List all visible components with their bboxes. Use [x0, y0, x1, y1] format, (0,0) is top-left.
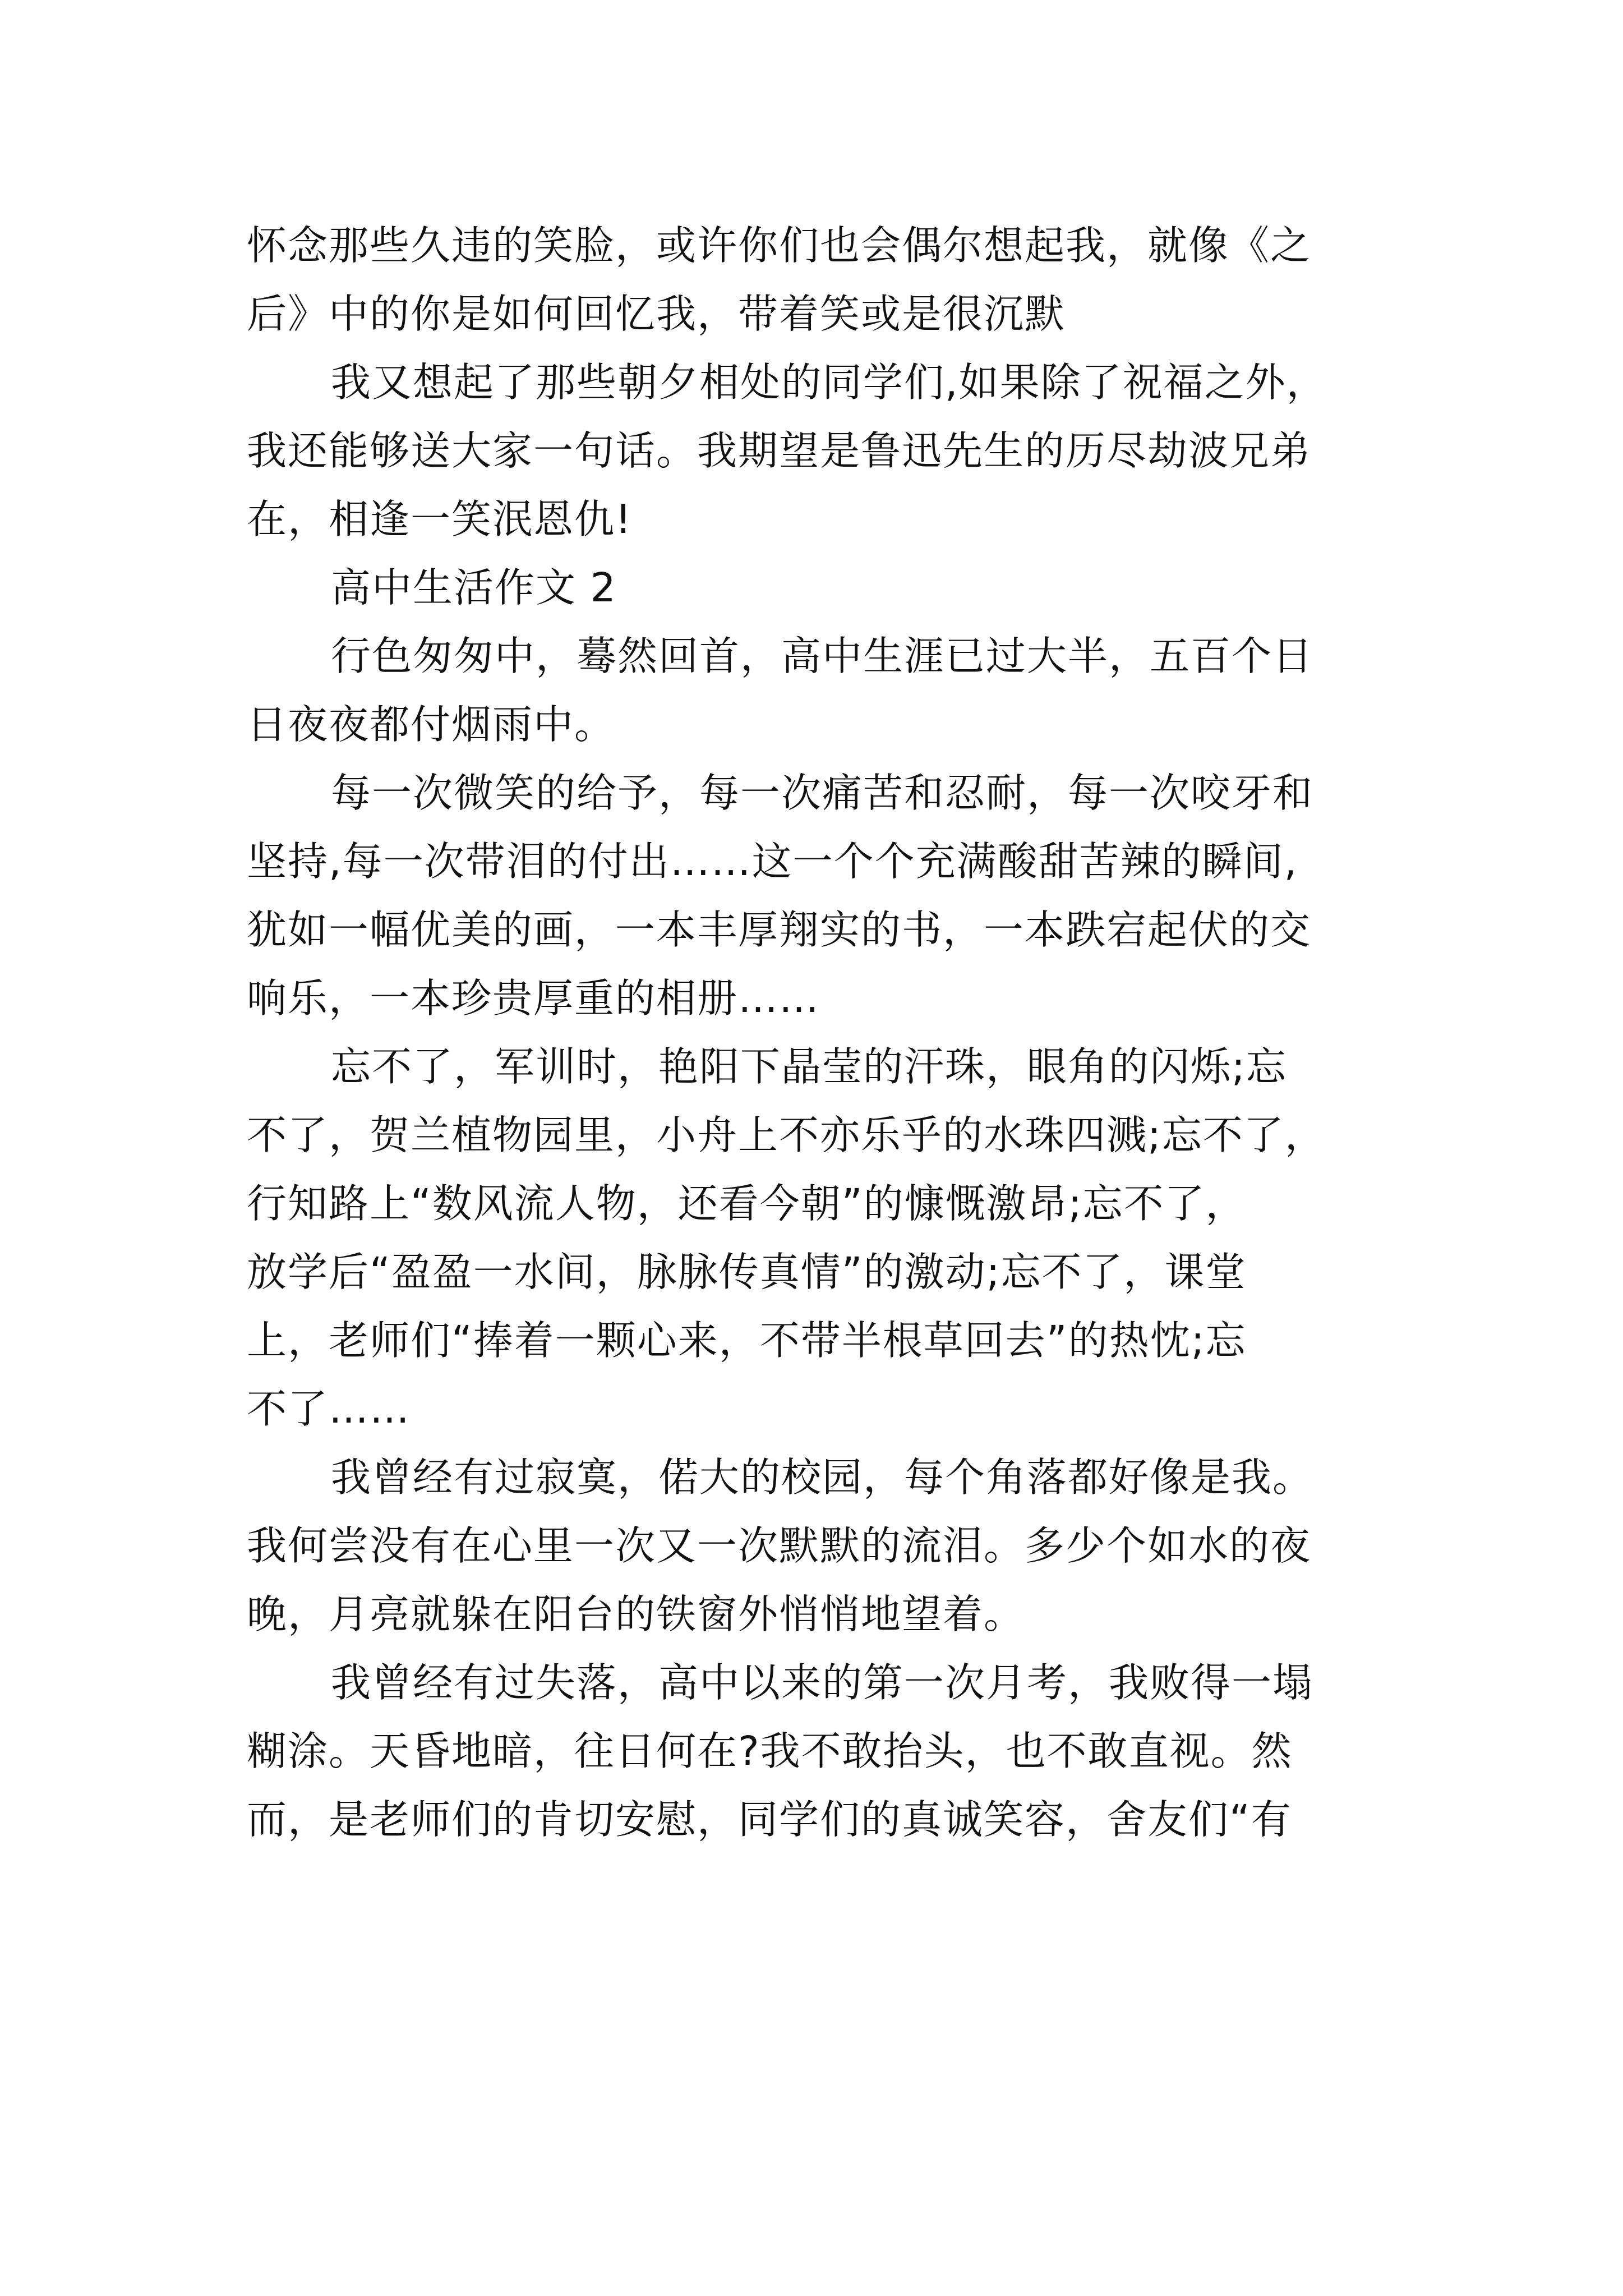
text-line: 我还能够送大家一句话。我期望是鲁迅先生的历尽劫波兄弟	[247, 427, 1312, 474]
text-line: 不了，贺兰植物园里，小舟上不亦乐乎的水珠四溅;忘不了，	[247, 1112, 1326, 1158]
text-line: 上，老师们“捧着一颗心来，不带半根草回去”的热忱;忘	[247, 1317, 1247, 1364]
text-line: 后》中的你是如何回忆我，带着笑或是很沉默	[247, 291, 1066, 337]
text-line: 而，是老师们的肯切安慰，同学们的真诚笑容，舍友们“有	[247, 1796, 1292, 1843]
text-line: 怀念那些久违的笑脸，或许你们也会偶尔想起我，就像《之	[247, 222, 1312, 269]
text-line: 行色匆匆中，蓦然回首，高中生涯已过大半，五百个日	[331, 633, 1314, 679]
section-heading: 高中生活作文 2	[331, 564, 617, 611]
text-line: 晚，月亮就躲在阳台的铁窗外悄悄地望着。	[247, 1591, 1025, 1637]
text-line: 忘不了，军训时，艳阳下晶莹的汗珠，眼角的闪烁;忘	[331, 1043, 1287, 1090]
text-line: 我何尝没有在心里一次又一次默默的流泪。多少个如水的夜	[247, 1522, 1312, 1569]
text-line: 日夜夜都付烟雨中。	[247, 701, 616, 748]
text-line: 每一次微笑的给予，每一次痛苦和忍耐，每一次咬牙和	[331, 770, 1314, 816]
text-line: 行知路上“数风流人物，还看今朝”的慷慨激昂;忘不了，	[247, 1180, 1247, 1227]
text-line: 放学后“盈盈一水间，脉脉传真情”的激动;忘不了，课堂	[247, 1249, 1247, 1295]
text-line: 我曾经有过寂寞，偌大的校园，每个角落都好像是我。	[331, 1454, 1314, 1501]
text-line: 坚持,每一次带泪的付出……这一个个充满酸甜苦辣的瞬间,	[247, 838, 1298, 885]
text-line: 糊涂。天昏地暗，往日何在?我不敢抬头，也不敢直视。然	[247, 1728, 1293, 1774]
text-line: 犹如一幅优美的画，一本丰厚翔实的书，一本跌宕起伏的交	[247, 907, 1312, 953]
text-line: 响乐，一本珍贵厚重的相册……	[247, 975, 820, 1022]
text-line: 我又想起了那些朝夕相处的同学们,如果除了祝福之外，	[331, 359, 1327, 406]
text-line: 我曾经有过失落，高中以来的第一次月考，我败得一塌	[331, 1659, 1314, 1706]
text-line: 在，相逢一笑泯恩仇!	[247, 496, 633, 542]
text-line: 不了……	[247, 1386, 411, 1432]
